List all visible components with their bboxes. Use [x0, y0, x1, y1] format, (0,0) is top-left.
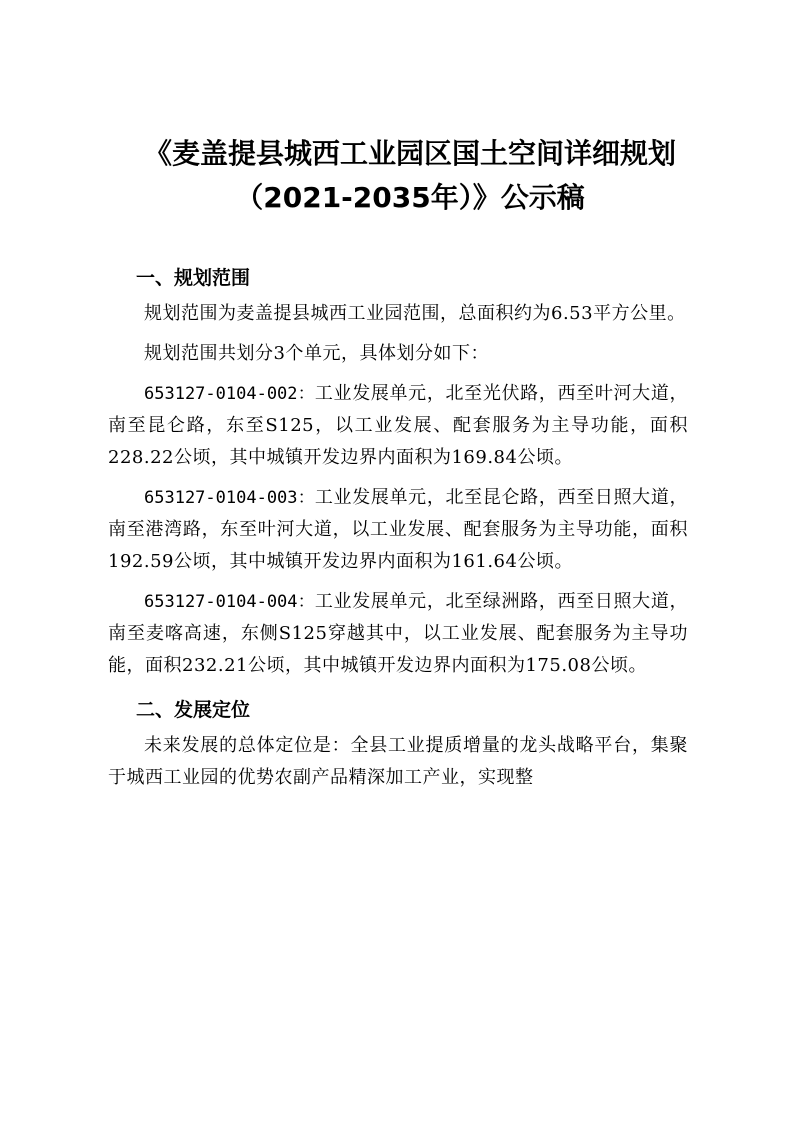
paragraph-unit-division — [108, 338, 688, 370]
unit-code: 653127-0104-002： — [144, 384, 315, 404]
paragraph-unit-003 — [108, 482, 688, 578]
title-line-1: 《麦盖提县城西工业园区国土空间详细规划 — [143, 137, 676, 170]
title-line-2: （2021-2035年）》公示稿 — [235, 181, 585, 214]
paragraph-text: 规划范围为麦盖提县城西工业园范围，总面积约为6.53平方公里。 — [144, 303, 686, 324]
section-heading-positioning: 二、发展定位 — [136, 699, 251, 721]
paragraph-unit-004 — [108, 586, 688, 682]
unit-code: 653127-0104-004： — [144, 592, 315, 612]
document-title — [110, 132, 710, 220]
document-body — [108, 258, 688, 802]
section-heading-scope: 一、规划范围 — [136, 267, 251, 289]
paragraph-total-area — [108, 298, 688, 330]
paragraph-text: 未来发展的总体定位是：全县工业提质增量的龙头战略平台，集聚于城西工业园的优势农副产品精深加工产业，实现整 — [108, 735, 688, 788]
paragraph-text: 工业发展单元，北至光伏路，西至叶河大道，南至昆仑路，东至S125，以工业发展、配套服务为主导功能，面积228.22公顷，其中城镇开发边界内面积为169.84公顷。 — [108, 383, 688, 468]
paragraph-positioning — [108, 730, 688, 794]
paragraph-text: 规划范围共划分3个单元，具体划分如下： — [144, 343, 489, 364]
unit-code: 653127-0104-003： — [144, 488, 315, 508]
paragraph-text: 工业发展单元，北至绿洲路，西至日照大道，南至麦喀高速，东侧S125穿越其中，以工业发展、配套服务为主导功能，面积232.21公顷，其中城镇开发边界内面积为175.08公顷。 — [108, 591, 688, 676]
paragraph-unit-002 — [108, 378, 688, 474]
paragraph-text: 工业发展单元，北至昆仑路，西至日照大道，南至港湾路，东至叶河大道，以工业发展、配套服务为主导功能，面积192.59公顷，其中城镇开发边界内面积为161.64公顷。 — [108, 487, 688, 572]
